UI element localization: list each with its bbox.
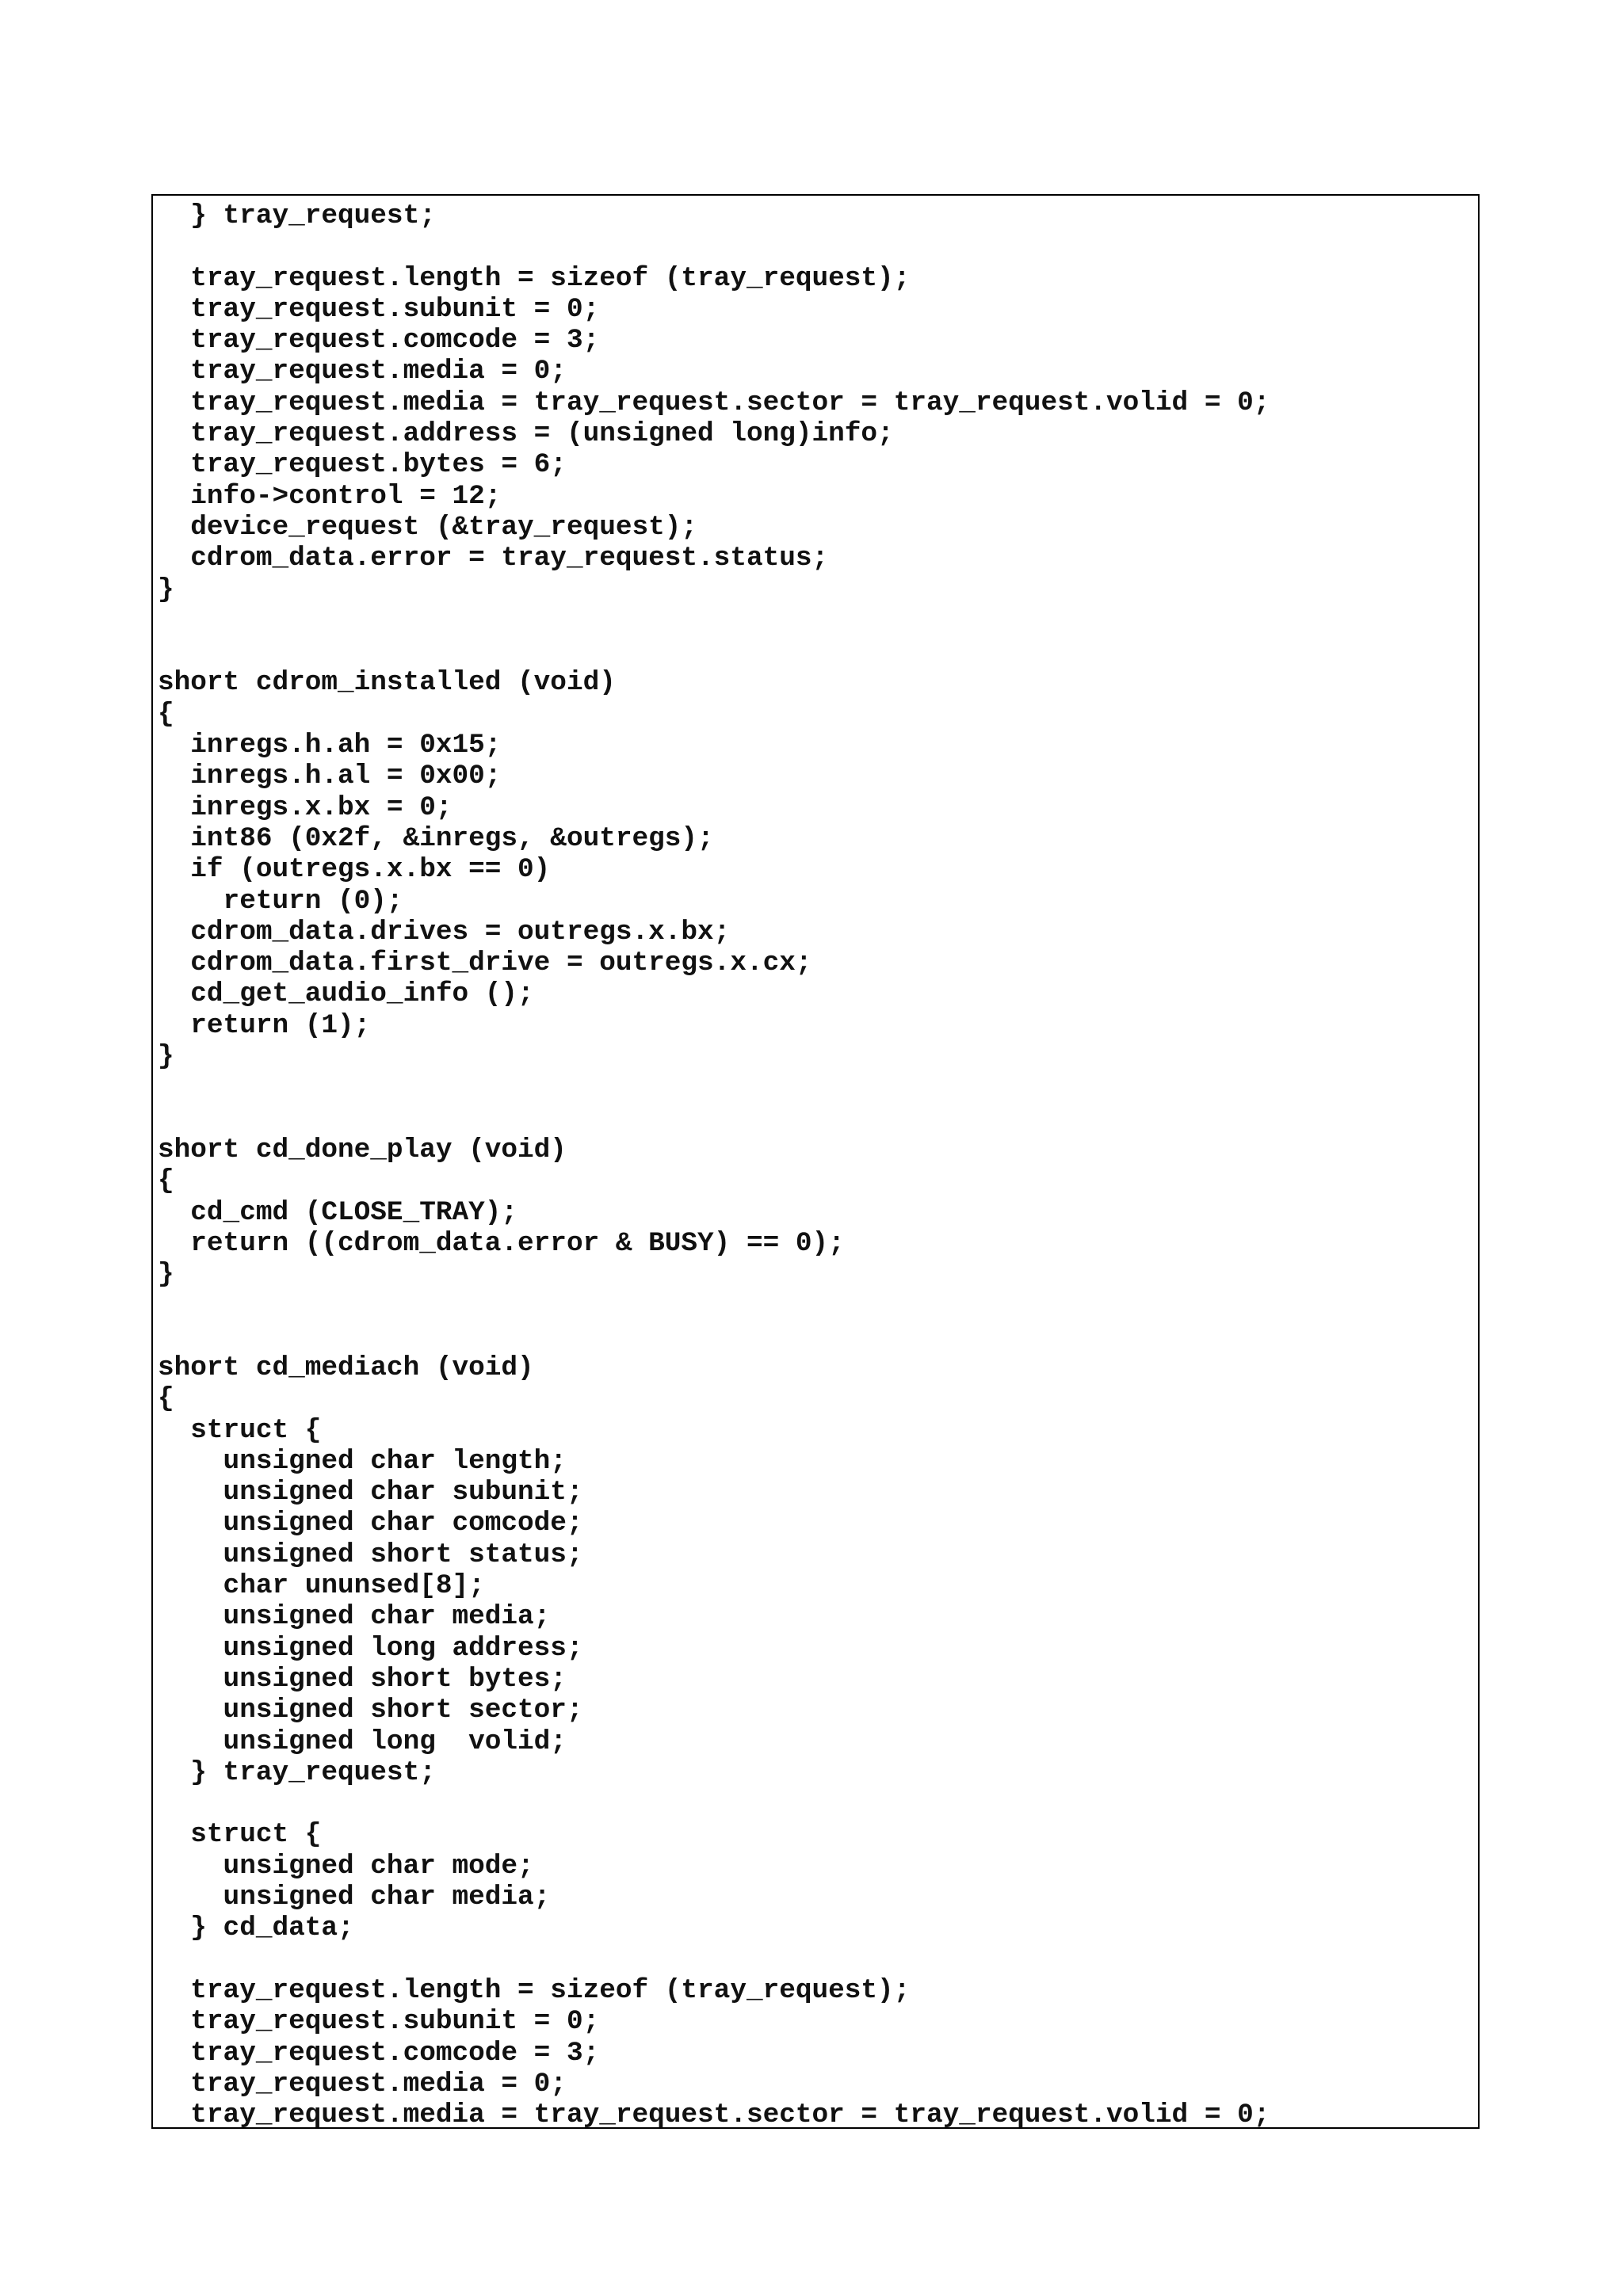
code-line: cd_get_audio_info (); [158,978,534,1010]
code-line: } [158,1259,174,1291]
code-line: } tray_request; [158,200,436,231]
code-line: cdrom_data.error = tray_request.status; [158,543,829,574]
code-line: unsigned char mode; [158,1850,534,1882]
code-line: unsigned char comcode; [158,1508,583,1539]
code-line: struct { [158,1819,322,1851]
code-line: tray_request.bytes = 6; [158,449,567,481]
code-line: unsigned short status; [158,1539,583,1570]
code-line: } cd_data; [158,1913,354,1944]
code-line: int86 (0x2f, &inregs, &outregs); [158,822,714,854]
code-line: inregs.h.ah = 0x15; [158,730,502,761]
code-line: unsigned char media; [158,1882,551,1913]
code-line: } [158,574,174,605]
code-line: unsigned short sector; [158,1695,583,1726]
code-line [158,1290,1270,1321]
code-line: unsigned short bytes; [158,1663,567,1695]
code-line: tray_request.address = (unsigned long)info; [158,418,894,450]
code-line: return (0); [158,885,403,917]
code-line: tray_request.subunit = 0; [158,2006,600,2038]
code-listing [158,200,1270,2129]
code-line: short cd_mediach (void) [158,1352,534,1383]
code-line: unsigned long address; [158,1632,583,1664]
code-listing-frame [151,194,1480,2129]
code-line [158,636,1270,667]
code-line: cdrom_data.drives = outregs.x.bx; [158,916,731,948]
code-line: tray_request.length = sizeof (tray_request); [158,262,911,294]
code-line: } tray_request; [158,1756,436,1788]
code-line: struct { [158,1414,322,1446]
code-line: tray_request.media = tray_request.sector = tray_request.volid = 0; [158,387,1270,418]
code-line: { [158,698,174,730]
code-line [158,605,1270,636]
code-line: unsigned char media; [158,1601,551,1633]
code-line: tray_request.media = 0; [158,2068,567,2100]
code-line [158,1788,1270,1819]
code-line: { [158,1383,174,1415]
code-line: device_request (&tray_request); [158,511,698,543]
code-line: inregs.x.bx = 0; [158,791,453,823]
code-line: tray_request.media = 0; [158,356,567,387]
code-line: unsigned char subunit; [158,1477,583,1508]
code-line: tray_request.length = sizeof (tray_request); [158,1974,911,2006]
code-line: cdrom_data.first_drive = outregs.x.cx; [158,948,812,979]
code-line: if (outregs.x.bx == 0) [158,854,551,886]
code-line: return ((cdrom_data.error & BUSY) == 0); [158,1227,845,1259]
code-line: short cdrom_installed (void) [158,667,616,699]
code-line [158,231,1270,262]
code-line: char ununsed[8]; [158,1570,485,1602]
code-line: short cd_done_play (void) [158,1134,567,1165]
code-line [158,1104,1270,1135]
code-line: tray_request.subunit = 0; [158,293,600,325]
code-line: cd_cmd (CLOSE_TRAY); [158,1196,518,1228]
code-line [158,1944,1270,1975]
code-line: { [158,1165,174,1197]
code-line: } [158,1041,174,1073]
code-line: tray_request.media = tray_request.sector = tray_request.volid = 0; [158,2100,1270,2129]
code-line [158,1322,1270,1352]
code-line: unsigned long volid; [158,1726,567,1757]
code-line: tray_request.comcode = 3; [158,325,600,357]
code-line: inregs.h.al = 0x00; [158,761,502,792]
code-line: return (1); [158,1009,371,1041]
code-line [158,1072,1270,1103]
code-line: info->control = 12; [158,480,502,512]
code-line: tray_request.comcode = 3; [158,2037,600,2069]
code-line: unsigned char length; [158,1445,567,1477]
